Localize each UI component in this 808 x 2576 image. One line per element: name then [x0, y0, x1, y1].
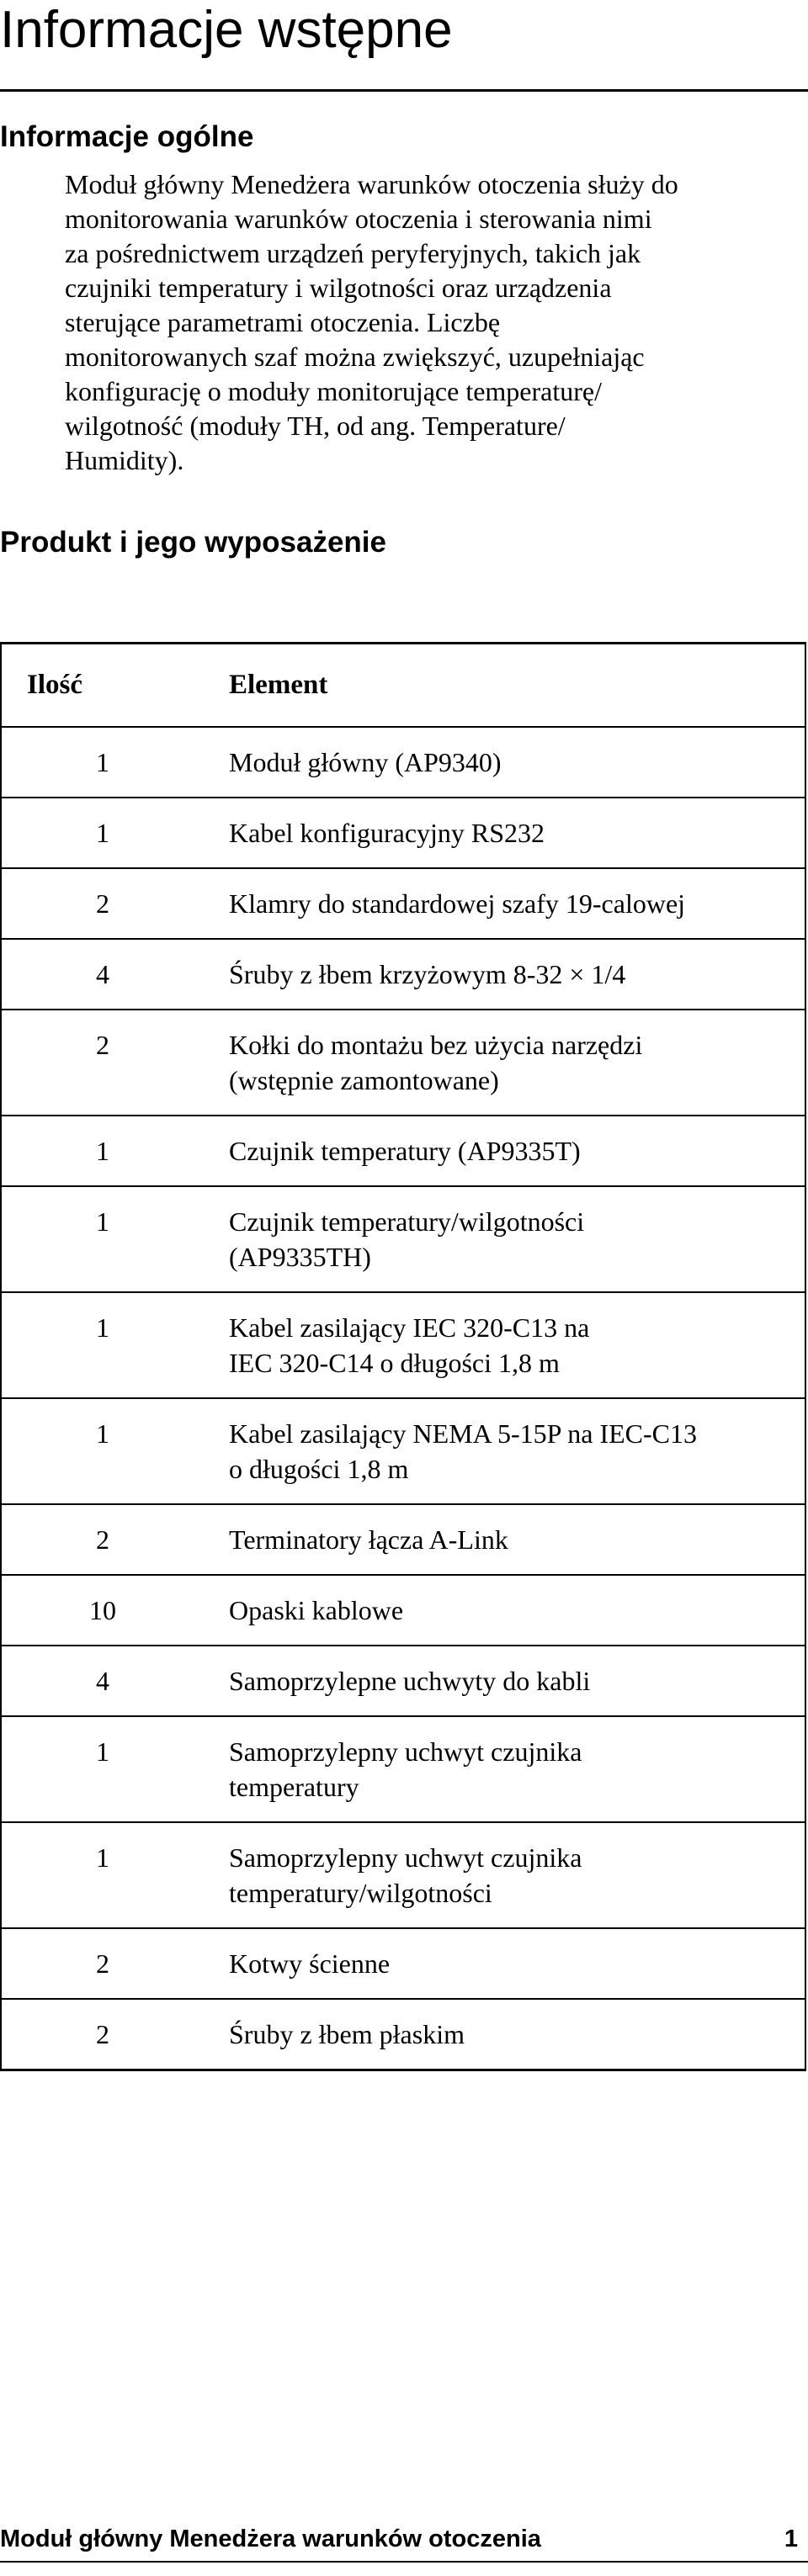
element-cell	[204, 727, 805, 798]
quantity-cell: 10	[1, 1575, 204, 1646]
element-line: Śruby z łbem krzyżowym 8-32 × 1/4	[229, 959, 626, 989]
paragraph-line: sterujące parametrami otoczenia. Liczbę	[65, 307, 501, 337]
element-cell	[204, 1716, 805, 1822]
quantity-cell: 1	[1, 1292, 204, 1398]
element-line: Samoprzylepny uchwyt czujnika	[229, 1842, 582, 1873]
table-row	[1, 798, 805, 868]
paragraph-line: monitorowania warunków otoczenia i sterowania nimi	[65, 204, 652, 234]
paragraph-line: wilgotność (moduły TH, od ang. Temperature/	[65, 411, 566, 441]
element-line: Kotwy ścienne	[229, 1948, 391, 1979]
paragraph-line: czujniki temperatury i wilgotności oraz urządzenia	[65, 273, 612, 303]
quantity-cell: 1	[1, 1398, 204, 1504]
footer-divider	[0, 2561, 808, 2563]
quantity-cell: 1	[1, 1186, 204, 1292]
quantity-cell: 2	[1, 868, 204, 939]
quantity-cell: 1	[1, 798, 204, 868]
page-footer	[0, 2520, 798, 2557]
element-cell	[204, 939, 805, 1010]
paragraph-line: konfigurację o moduły monitorujące temperaturę/	[65, 376, 602, 406]
table-row	[1, 1398, 805, 1504]
element-line: Kołki do montażu bez użycia narzędzi	[229, 1030, 643, 1060]
element-cell	[204, 1010, 805, 1116]
element-line: Samoprzylepny uchwyt czujnika	[229, 1736, 582, 1767]
element-line: (AP9335TH)	[229, 1242, 371, 1272]
table-row	[1, 1186, 805, 1292]
element-cell	[204, 1504, 805, 1575]
table-row	[1, 1010, 805, 1116]
table-row	[1, 727, 805, 798]
quantity-cell: 4	[1, 939, 204, 1010]
general-info-heading: Informacje ogólne	[0, 120, 254, 153]
table-row	[1, 868, 805, 939]
element-line: (wstępnie zamontowane)	[229, 1065, 499, 1095]
page-title: Informacje wstępne	[0, 1, 453, 59]
table-row	[1, 1716, 805, 1822]
element-line: temperatury/wilgotności	[229, 1878, 492, 1908]
table-row	[1, 1928, 805, 1999]
element-column-header: Element	[204, 644, 805, 728]
element-cell	[204, 798, 805, 868]
table-row	[1, 1575, 805, 1646]
element-cell	[204, 1928, 805, 1999]
element-line: Klamry do standardowej szafy 19-calowej	[229, 888, 686, 919]
page-number: 1	[784, 2526, 798, 2552]
general-info-paragraph	[65, 167, 805, 478]
element-line: Czujnik temperatury (AP9335T)	[229, 1136, 581, 1166]
quantity-column-header: Ilość	[1, 644, 204, 728]
paragraph-line: za pośrednictwem urządzeń peryferyjnych, takich jak	[65, 238, 641, 268]
quantity-cell: 1	[1, 1822, 204, 1928]
element-cell	[204, 1999, 805, 2070]
table-row	[1, 1822, 805, 1928]
table-header-row	[1, 644, 805, 728]
element-cell	[204, 868, 805, 939]
inventory-heading: Produkt i jego wyposażenie	[0, 526, 386, 559]
element-line: IEC 320-C14 o długości 1,8 m	[229, 1348, 560, 1378]
table-row	[1, 1504, 805, 1575]
quantity-cell: 2	[1, 1999, 204, 2070]
quantity-cell: 2	[1, 1504, 204, 1575]
title-divider	[0, 89, 808, 92]
table-row	[1, 939, 805, 1010]
paragraph-line: Moduł główny Menedżera warunków otoczenia służy do	[65, 169, 678, 199]
element-cell	[204, 1646, 805, 1716]
element-line: Kabel zasilający IEC 320-C13 na	[229, 1312, 590, 1343]
quantity-cell: 2	[1, 1928, 204, 1999]
quantity-cell: 1	[1, 1116, 204, 1186]
table-row	[1, 1999, 805, 2070]
element-line: Czujnik temperatury/wilgotności	[229, 1206, 585, 1237]
element-cell	[204, 1398, 805, 1504]
paragraph-line: monitorowanych szaf można zwiększyć, uzupełniając	[65, 342, 645, 372]
element-cell	[204, 1186, 805, 1292]
element-line: Terminatory łącza A-Link	[229, 1524, 508, 1555]
inventory-table-body	[1, 727, 805, 2070]
table-row	[1, 1116, 805, 1186]
quantity-cell: 1	[1, 727, 204, 798]
element-line: Moduł główny (AP9340)	[229, 747, 502, 777]
element-line: Samoprzylepne uchwyty do kabli	[229, 1666, 591, 1696]
element-line: Kabel zasilający NEMA 5-15P na IEC-C13	[229, 1418, 698, 1449]
element-line: Opaski kablowe	[229, 1595, 404, 1625]
inventory-table	[0, 642, 806, 2071]
element-cell	[204, 1575, 805, 1646]
paragraph-line: Humidity).	[65, 445, 184, 475]
element-line: Kabel konfiguracyjny RS232	[229, 818, 545, 848]
element-line: Śruby z łbem płaskim	[229, 2019, 465, 2049]
table-row	[1, 1292, 805, 1398]
quantity-cell: 1	[1, 1716, 204, 1822]
element-cell	[204, 1822, 805, 1928]
quantity-cell: 4	[1, 1646, 204, 1716]
element-line: temperatury	[229, 1772, 359, 1802]
footer-title: Moduł główny Menedżera warunków otoczenia	[0, 2526, 541, 2552]
quantity-cell: 2	[1, 1010, 204, 1116]
element-cell	[204, 1116, 805, 1186]
table-row	[1, 1646, 805, 1716]
element-cell	[204, 1292, 805, 1398]
element-line: o długości 1,8 m	[229, 1454, 409, 1484]
